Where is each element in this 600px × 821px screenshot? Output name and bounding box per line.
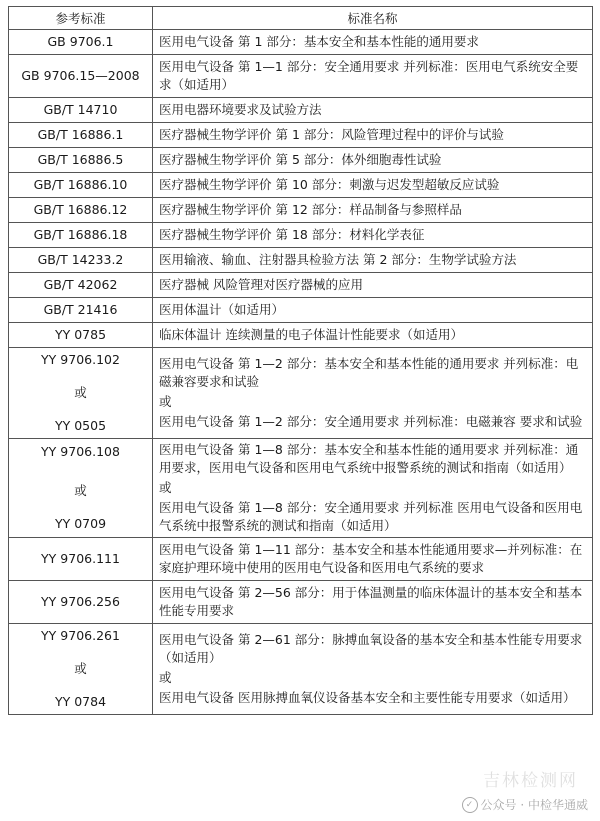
watermark-faint: 吉林检测网	[483, 771, 578, 791]
standard-name-alternative: 医用电气设备 第 1—8 部分：安全通用要求 并列标准 医用电气设备和医用电气系统中报警系统的测试和指南（如适用）	[159, 500, 583, 533]
standard-code: GB/T 16886.10	[9, 173, 153, 198]
or-label: 或	[74, 483, 87, 498]
standard-name: 医疗器械生物学评价 第 12 部分：样品制备与参照样品	[153, 198, 593, 223]
standard-name: 医疗器械生物学评价 第 1 部分：风险管理过程中的评价与试验	[153, 123, 593, 148]
standard-code: GB/T 42062	[9, 273, 153, 298]
table-row-alternative-group	[9, 624, 593, 715]
standard-name-primary: 医用电气设备 第 1—2 部分：基本安全和基本性能的通用要求 并列标准：电磁兼容要求和试验	[159, 356, 579, 389]
header-standard-name: 标准名称	[153, 7, 593, 30]
wechat-watermark	[462, 796, 588, 813]
standard-code: GB/T 16886.18	[9, 223, 153, 248]
standard-name: 医用电气设备 第 2—56 部分：用于体温测量的临床体温计的基本安全和基本性能专用要求	[153, 581, 593, 624]
standard-name-primary: 医用电气设备 第 1—8 部分：基本安全和基本性能的通用要求 并列标准：通用要求，医用电气设备和医用电气系统中报警系统的测试和指南（如适用）	[159, 442, 579, 475]
table-row	[9, 323, 593, 348]
standard-code-group	[9, 624, 153, 715]
standard-name: 医用电气设备 第 1—11 部分：基本安全和基本性能通用要求—并列标准：在家庭护理环境中使用的医用电气设备和医用电气系统的要求	[153, 538, 593, 581]
table-row-alternative-group	[9, 439, 593, 538]
standard-name: 医用电气设备 第 1 部分：基本安全和基本性能的通用要求	[153, 30, 593, 55]
standard-name-alternative: 医用电气设备 第 1—2 部分：安全通用要求 并列标准：电磁兼容 要求和试验	[159, 414, 583, 429]
standard-code: GB/T 16886.12	[9, 198, 153, 223]
standard-name: 医疗器械 风险管理对医疗器械的应用	[153, 273, 593, 298]
standard-code: GB/T 21416	[9, 298, 153, 323]
standard-code: GB 9706.15—2008	[9, 55, 153, 98]
standard-code-alternative: YY 0709	[54, 516, 107, 531]
standard-name: 医用电气设备 第 1—1 部分：安全通用要求 并列标准：医用电气系统安全要求（如适用）	[153, 55, 593, 98]
standard-name: 医疗器械生物学评价 第 10 部分：刺激与迟发型超敏反应试验	[153, 173, 593, 198]
standard-name: 医疗器械生物学评价 第 18 部分：材料化学表征	[153, 223, 593, 248]
standard-code: GB/T 14710	[9, 98, 153, 123]
standard-code-primary: YY 9706.261	[41, 628, 120, 643]
standard-code: GB/T 16886.1	[9, 123, 153, 148]
standard-name-group	[153, 439, 593, 538]
standard-code-alternative: YY 0784	[54, 694, 107, 709]
table-header-row	[9, 7, 593, 30]
standard-name-group	[153, 348, 593, 439]
table-row	[9, 98, 593, 123]
or-label: 或	[74, 661, 87, 676]
standard-code-group	[9, 348, 153, 439]
table-row	[9, 273, 593, 298]
table-row	[9, 223, 593, 248]
table-row	[9, 173, 593, 198]
standard-code: GB 9706.1	[9, 30, 153, 55]
standard-code: YY 9706.256	[9, 581, 153, 624]
table-row-alternative-group	[9, 348, 593, 439]
standard-code: GB/T 16886.5	[9, 148, 153, 173]
table-row	[9, 198, 593, 223]
or-label: 或	[159, 394, 172, 409]
standard-name: 医疗器械生物学评价 第 5 部分：体外细胞毒性试验	[153, 148, 593, 173]
standard-code: GB/T 14233.2	[9, 248, 153, 273]
table-row	[9, 248, 593, 273]
standard-name: 临床体温计 连续测量的电子体温计性能要求（如适用）	[153, 323, 593, 348]
standard-name-alternative: 医用电气设备 医用脉搏血氧仪设备基本安全和主要性能专用要求（如适用）	[159, 690, 576, 705]
or-label: 或	[159, 670, 172, 685]
table-row	[9, 55, 593, 98]
table-row	[9, 581, 593, 624]
table-row	[9, 538, 593, 581]
table-row	[9, 30, 593, 55]
standard-name-group	[153, 624, 593, 715]
standard-code-alternative: YY 0505	[54, 418, 107, 433]
standard-name: 医用体温计（如适用）	[153, 298, 593, 323]
or-label: 或	[74, 385, 87, 400]
standard-code-primary: YY 9706.102	[41, 352, 120, 367]
table-row	[9, 123, 593, 148]
standard-code: YY 0785	[9, 323, 153, 348]
table-row	[9, 148, 593, 173]
standard-code-group	[9, 439, 153, 538]
standard-name: 医用电器环境要求及试验方法	[153, 98, 593, 123]
table-row	[9, 298, 593, 323]
standard-code-primary: YY 9706.108	[41, 444, 120, 459]
standard-name-primary: 医用电气设备 第 2—61 部分：脉搏血氧设备的基本安全和基本性能专用要求（如适用）	[159, 632, 583, 665]
standards-table	[8, 6, 593, 715]
wechat-icon: ✓	[462, 797, 478, 813]
standard-name: 医用输液、输血、注射器具检验方法 第 2 部分：生物学试验方法	[153, 248, 593, 273]
header-reference-standard: 参考标准	[9, 7, 153, 30]
watermark-text: 公众号 · 中检华通威	[480, 798, 588, 812]
standard-code: YY 9706.111	[9, 538, 153, 581]
or-label: 或	[159, 480, 172, 495]
